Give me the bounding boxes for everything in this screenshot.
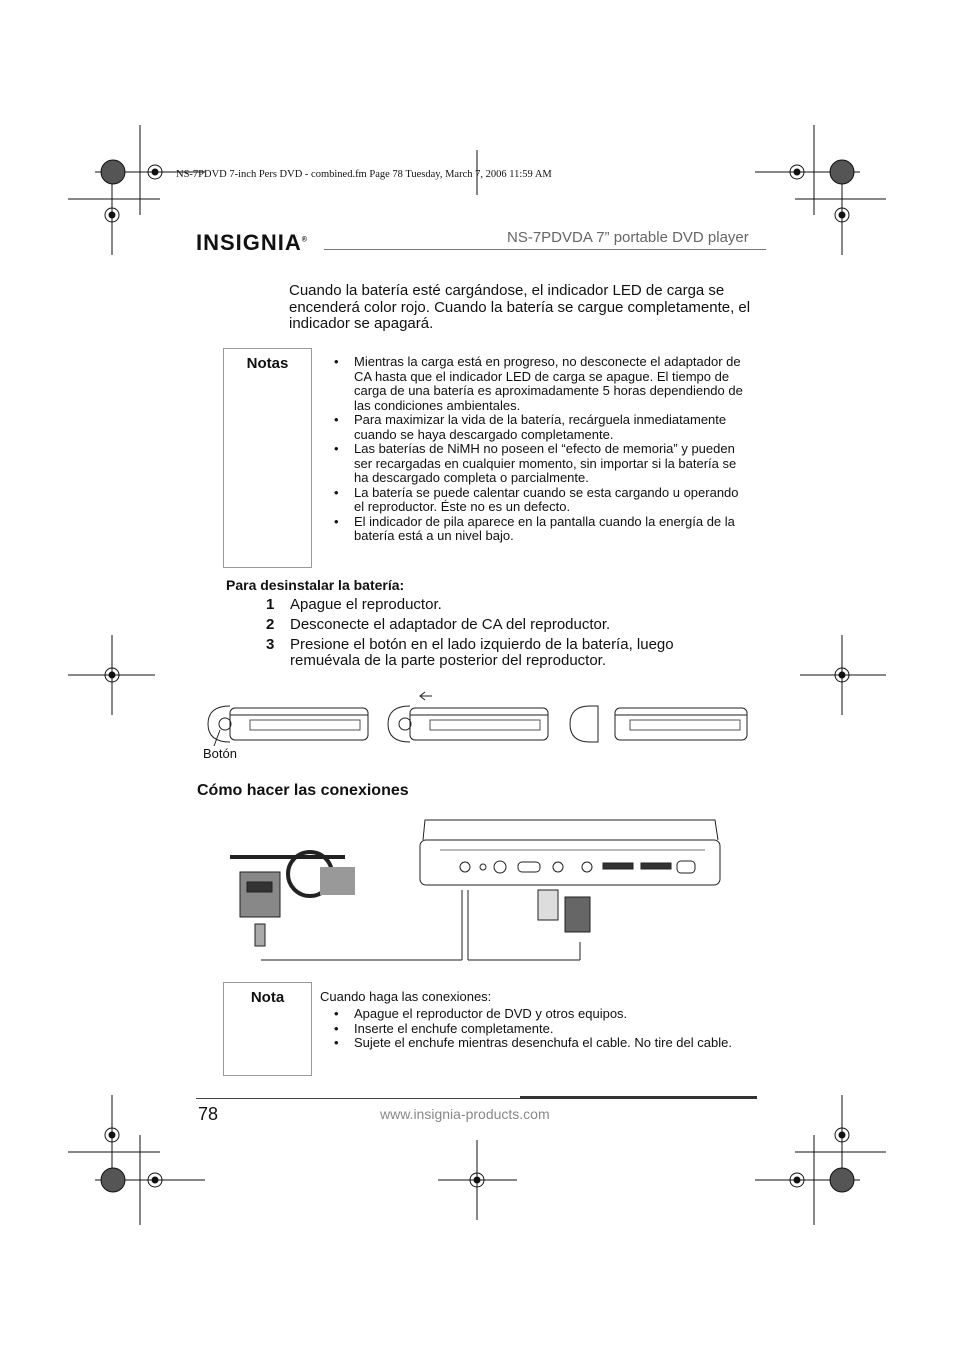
file-info-bar: NS-7PDVD 7-inch Pers DVD - combined.fm Page 78 Tuesday, March 7, 2006 11:59 AM	[176, 169, 552, 180]
step-item: 3 Presione el botón en el lado izquierdo de la batería, luego remuévala de la parte posterior del reproductor.	[266, 636, 674, 669]
insignia-logo: INSIGNIA®	[196, 230, 308, 255]
notes-label: Notas	[246, 355, 289, 372]
notes-label-box	[223, 348, 312, 568]
note-item: • Sujete el enchufe mientras desenchufa el cable. No tire del cable.	[334, 1036, 744, 1051]
note-list	[334, 1007, 744, 1051]
notes-item: • Las baterías de NiMH no poseen el “efecto de memoria” y pueden ser recargadas en cualquier momento, sin importar si la batería se ha descargado completa o parcialmente.	[334, 442, 752, 486]
note-intro: Cuando haga las conexiones:	[320, 989, 492, 1004]
notes-list	[334, 355, 752, 544]
footer-rule-accent	[520, 1096, 757, 1099]
notes-item: • Mientras la carga está en progreso, no desconecte el adaptador de CA hasta que el indicador LED de carga se apague. El tiempo de carga de una batería es aproximadamente 5 horas dependiendo de las condiciones ambientales.	[334, 355, 752, 413]
notes-item: • La batería se puede calentar cuando se esta cargando u operando el reproductor. Éste no es un defecto.	[334, 486, 752, 515]
notes-item: • Para maximizar la vida de la batería, recárguela inmediatamente cuando se haya descargado completamente.	[334, 413, 752, 442]
note-item: • Apague el reproductor de DVD y otros equipos.	[334, 1007, 744, 1022]
page-number: 78	[198, 1104, 219, 1124]
battery-removal-illustration	[200, 688, 760, 748]
note-label: Nota	[250, 989, 285, 1006]
connection-diagram	[225, 812, 725, 962]
note-item: • Inserte el enchufe completamente.	[334, 1022, 744, 1037]
footer-url[interactable]: www.insignia-products.com	[380, 1106, 550, 1122]
button-callout-label: Botón	[203, 746, 237, 761]
notes-item: • El indicador de pila aparece en la pantalla cuando la energía de la batería está a un nivel bajo.	[334, 515, 752, 544]
step-item: 1 Apague el reproductor.	[266, 596, 442, 613]
connections-heading: Cómo hacer las conexiones	[197, 782, 409, 799]
uninstall-heading: Para desinstalar la batería:	[226, 577, 405, 593]
header-title: NS-7PDVDA 7” portable DVD player	[507, 229, 749, 246]
intro-paragraph: Cuando la batería esté cargándose, el indicador LED de carga se encenderá color rojo. Cuando la batería se cargue completamente, el indicador se apagará.	[289, 282, 751, 332]
uninstall-steps	[266, 597, 746, 673]
header-rule	[324, 249, 766, 250]
note-label-box	[223, 982, 312, 1076]
step-item: 2 Desconecte el adaptador de CA del reproductor.	[266, 616, 611, 633]
